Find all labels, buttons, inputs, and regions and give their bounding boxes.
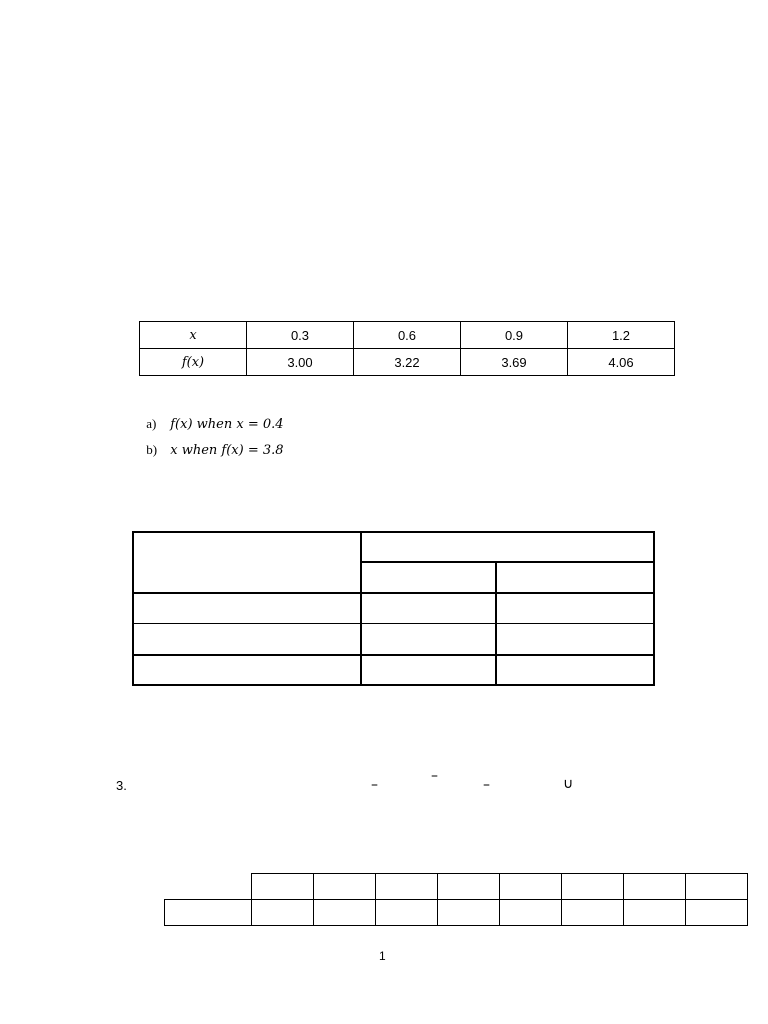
minus-symbol: – [431, 768, 438, 784]
grid-blank-cell [165, 874, 252, 900]
table-border-right [653, 531, 655, 686]
grid-cell [252, 900, 314, 926]
answer-grid [164, 873, 748, 926]
empty-table [132, 531, 655, 686]
grid-cell [624, 900, 686, 926]
question-label: a) [146, 416, 157, 431]
grid-cell [686, 900, 748, 926]
grid-cell [500, 900, 562, 926]
question-text: x when f(x) = 3.8 [170, 443, 284, 458]
x-value-cell: 0.9 [461, 322, 568, 349]
grid-cell [314, 874, 376, 900]
grid-cell [686, 874, 748, 900]
grid-row [165, 874, 748, 900]
grid-cell [562, 900, 624, 926]
fx-value-cell: 4.06 [568, 349, 675, 376]
x-value-cell: 1.2 [568, 322, 675, 349]
union-symbol: ∪ [563, 776, 574, 792]
table-divider [495, 562, 497, 686]
grid-cell [500, 874, 562, 900]
xy-value-table [139, 321, 675, 376]
grid-cell [562, 874, 624, 900]
table-divider [132, 623, 655, 624]
grid-cell [438, 900, 500, 926]
table-divider [360, 561, 655, 563]
table-divider [360, 531, 362, 686]
table-border-top [132, 531, 655, 533]
fx-header-cell: f(x) [140, 349, 247, 376]
grid-cell [252, 874, 314, 900]
table-border-bottom [132, 684, 655, 686]
grid-row [165, 900, 748, 926]
question-b [139, 427, 284, 458]
grid-cell [624, 874, 686, 900]
minus-symbol: – [371, 777, 378, 793]
fx-value-cell: 3.22 [354, 349, 461, 376]
question-3-number: 3. [116, 778, 127, 793]
question-text: f(x) when x = 0.4 [170, 417, 284, 432]
grid-cell [314, 900, 376, 926]
table-border-left [132, 531, 134, 686]
x-value-cell: 0.6 [354, 322, 461, 349]
fx-value-cell: 3.69 [461, 349, 568, 376]
grid-cell [165, 900, 252, 926]
x-header-cell: x [140, 322, 247, 349]
minus-symbol: – [483, 777, 490, 793]
x-row [140, 322, 675, 349]
page-number: 1 [379, 949, 386, 963]
table-divider [132, 654, 655, 656]
grid-cell [376, 900, 438, 926]
x-value-cell: 0.3 [247, 322, 354, 349]
grid-cell [438, 874, 500, 900]
grid-cell [376, 874, 438, 900]
fx-value-cell: 3.00 [247, 349, 354, 376]
fx-row [140, 349, 675, 376]
table-divider [132, 592, 655, 594]
question-label: b) [146, 442, 158, 457]
